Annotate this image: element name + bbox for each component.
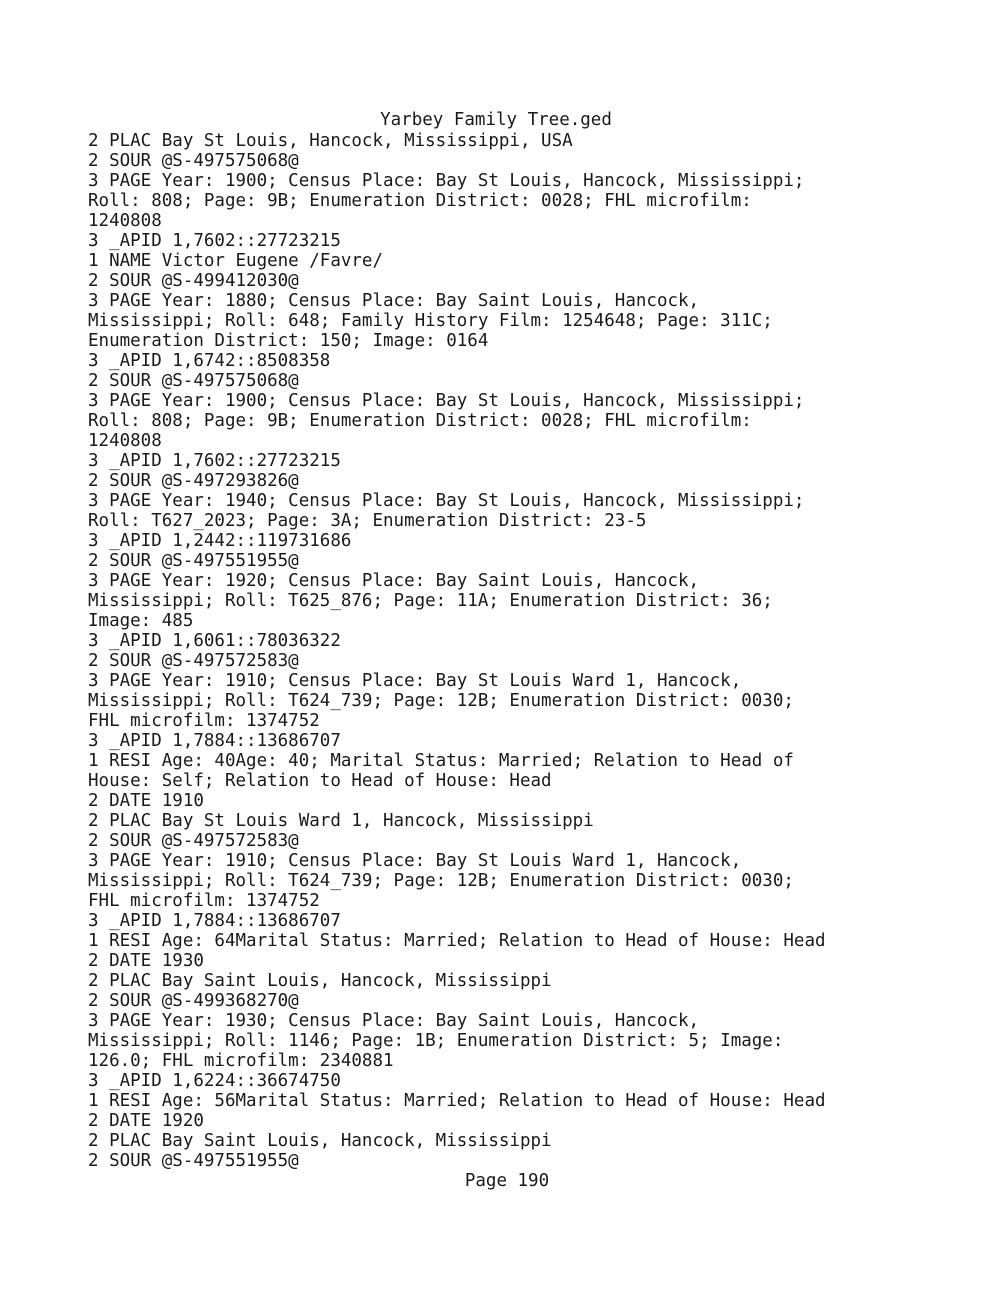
- text-line: 2 DATE 1910: [88, 791, 204, 811]
- text-line: 2 PLAC Bay St Louis Ward 1, Hancock, Mississippi: [88, 811, 594, 831]
- text-line: FHL microfilm: 1374752: [88, 891, 320, 911]
- text-line: 3 PAGE Year: 1940; Census Place: Bay St Louis, Hancock, Mississippi;: [88, 491, 805, 511]
- text-line: 1 RESI Age: 40Age: 40; Marital Status: Married; Relation to Head of: [88, 751, 794, 771]
- text-line: 1 RESI Age: 64Marital Status: Married; Relation to Head of House: Head: [88, 931, 826, 951]
- text-line: Enumeration District: 150; Image: 0164: [88, 331, 489, 351]
- text-line: Roll: 808; Page: 9B; Enumeration District: 0028; FHL microfilm:: [88, 191, 752, 211]
- text-line: 3 PAGE Year: 1910; Census Place: Bay St Louis Ward 1, Hancock,: [88, 851, 742, 871]
- text-line: 3 _APID 1,2442::119731686: [88, 531, 352, 551]
- text-line: 3 _APID 1,7884::13686707: [88, 911, 341, 931]
- text-line: Roll: T627_2023; Page: 3A; Enumeration District: 23-5: [88, 511, 647, 531]
- text-line: 1 RESI Age: 56Marital Status: Married; Relation to Head of House: Head: [88, 1091, 826, 1111]
- text-line: 3 PAGE Year: 1880; Census Place: Bay Saint Louis, Hancock,: [88, 291, 700, 311]
- text-line: 2 SOUR @S-497572583@: [88, 831, 299, 851]
- text-line: 3 _APID 1,7884::13686707: [88, 731, 341, 751]
- text-line: 2 DATE 1930: [88, 951, 204, 971]
- text-line: 2 SOUR @S-499412030@: [88, 271, 299, 291]
- text-line: House: Self; Relation to Head of House: Head: [88, 771, 552, 791]
- text-line: 3 _APID 1,6224::36674750: [88, 1071, 341, 1091]
- text-line: 3 _APID 1,6061::78036322: [88, 631, 341, 651]
- text-line: 2 PLAC Bay Saint Louis, Hancock, Mississippi: [88, 1131, 552, 1151]
- text-line: Mississippi; Roll: T624_739; Page: 12B; Enumeration District: 0030;: [88, 871, 794, 891]
- text-line: Mississippi; Roll: T624_739; Page: 12B; Enumeration District: 0030;: [88, 691, 794, 711]
- text-line: 3 PAGE Year: 1920; Census Place: Bay Saint Louis, Hancock,: [88, 571, 700, 591]
- text-line: 3 PAGE Year: 1930; Census Place: Bay Saint Louis, Hancock,: [88, 1011, 700, 1031]
- text-line: 126.0; FHL microfilm: 2340881: [88, 1051, 394, 1071]
- text-line: 2 SOUR @S-497572583@: [88, 651, 299, 671]
- page-number: Page 190: [464, 1171, 550, 1191]
- text-line: Mississippi; Roll: T625_876; Page: 11A; Enumeration District: 36;: [88, 591, 773, 611]
- text-line: 2 PLAC Bay Saint Louis, Hancock, Mississippi: [88, 971, 552, 991]
- text-line: Mississippi; Roll: 1146; Page: 1B; Enumeration District: 5; Image:: [88, 1031, 784, 1051]
- text-line: Image: 485: [88, 611, 194, 631]
- text-line: 3 _APID 1,7602::27723215: [88, 231, 341, 251]
- text-line: FHL microfilm: 1374752: [88, 711, 320, 731]
- text-line: 3 _APID 1,7602::27723215: [88, 451, 341, 471]
- text-line: 3 PAGE Year: 1910; Census Place: Bay St Louis Ward 1, Hancock,: [88, 671, 742, 691]
- text-line: 2 SOUR @S-497575068@: [88, 151, 299, 171]
- text-line: 2 SOUR @S-497575068@: [88, 371, 299, 391]
- text-line: 2 SOUR @S-499368270@: [88, 991, 299, 1011]
- text-line: 2 SOUR @S-497551955@: [88, 551, 299, 571]
- text-line: Mississippi; Roll: 648; Family History Film: 1254648; Page: 311C;: [88, 311, 773, 331]
- text-line: 1240808: [88, 431, 162, 451]
- text-line: 2 SOUR @S-497293826@: [88, 471, 299, 491]
- text-line: 3 PAGE Year: 1900; Census Place: Bay St Louis, Hancock, Mississippi;: [88, 391, 805, 411]
- text-line: 1240808: [88, 211, 162, 231]
- text-line: 3 PAGE Year: 1900; Census Place: Bay St Louis, Hancock, Mississippi;: [88, 171, 805, 191]
- text-line: 1 NAME Victor Eugene /Favre/: [88, 251, 384, 271]
- text-line: 2 SOUR @S-497551955@: [88, 1151, 299, 1171]
- document-title: Yarbey Family Tree.ged: [380, 110, 612, 130]
- text-line: 2 DATE 1920: [88, 1111, 204, 1131]
- gedcom-text-body: [88, 131, 968, 1171]
- text-line: 2 PLAC Bay St Louis, Hancock, Mississippi, USA: [88, 131, 573, 151]
- text-line: Roll: 808; Page: 9B; Enumeration District: 0028; FHL microfilm:: [88, 411, 752, 431]
- text-line: 3 _APID 1,6742::8508358: [88, 351, 331, 371]
